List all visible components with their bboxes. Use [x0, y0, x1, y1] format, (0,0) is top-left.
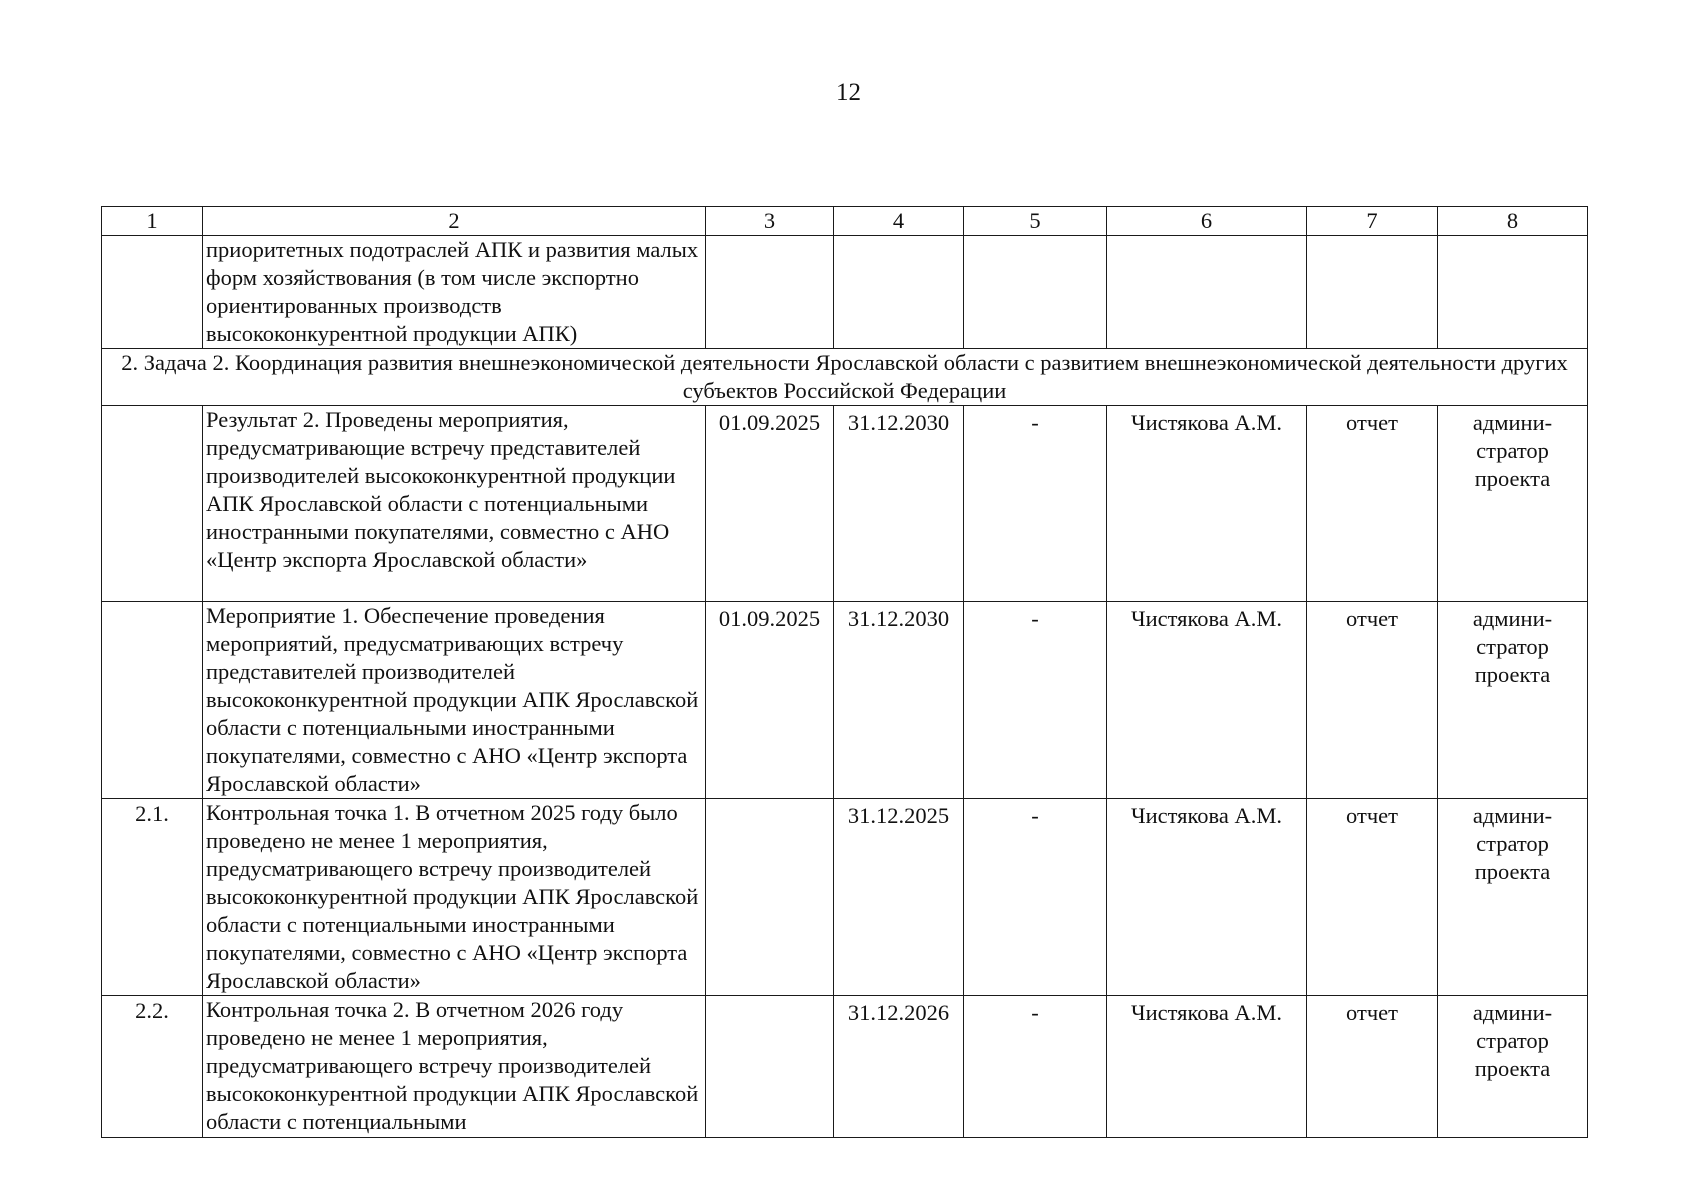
cell-doc: [1307, 236, 1438, 349]
cell-end: 31.12.2025: [834, 799, 964, 996]
cell-col5: [964, 236, 1107, 349]
table-row: [102, 406, 1588, 602]
cell-role: админи-стратор проекта: [1438, 799, 1588, 996]
cell-num: 2.2.: [102, 996, 203, 1138]
column-number-3: 3: [706, 207, 834, 236]
table-row: [102, 602, 1588, 799]
cell-col5: -: [964, 406, 1107, 602]
cell-start: [706, 236, 834, 349]
cell-responsible: [1107, 236, 1307, 349]
column-number-5: 5: [964, 207, 1107, 236]
cell-doc: отчет: [1307, 602, 1438, 799]
cell-start: [706, 799, 834, 996]
cell-role: админи-стратор проекта: [1438, 406, 1588, 602]
cell-end: 31.12.2026: [834, 996, 964, 1138]
cell-end: 31.12.2030: [834, 602, 964, 799]
cell-description: Мероприятие 1. Обеспечение проведения мероприятий, предусматривающих встречу представителей производителей высококонкурентной продукции АПК Ярославской области с потенциальными иностранными покупателями, совместно с АНО «Центр экспорта Ярославской области»: [203, 602, 706, 799]
cell-doc: отчет: [1307, 799, 1438, 996]
column-number-4: 4: [834, 207, 964, 236]
task-heading: 2. Задача 2. Координация развития внешнеэкономической деятельности Ярославской области с развитием внешнеэкономической деятельности других субъектов Российской Федерации: [102, 349, 1588, 406]
column-number-1: 1: [102, 207, 203, 236]
cell-num: [102, 236, 203, 349]
cell-start: 01.09.2025: [706, 602, 834, 799]
cell-end: [834, 236, 964, 349]
cell-num: [102, 406, 203, 602]
cell-col5: -: [964, 602, 1107, 799]
continuation-row: [102, 236, 1588, 349]
cell-role: админи-стратор проекта: [1438, 996, 1588, 1138]
column-number-7: 7: [1307, 207, 1438, 236]
page-number: 12: [836, 79, 861, 106]
cell-col5: -: [964, 799, 1107, 996]
cell-end: 31.12.2030: [834, 406, 964, 602]
table-row: [102, 799, 1588, 996]
cell-start: [706, 996, 834, 1138]
cell-doc: отчет: [1307, 406, 1438, 602]
plan-table: [101, 206, 1588, 1138]
task-row: [102, 349, 1588, 406]
column-number-6: 6: [1107, 207, 1307, 236]
table-row: [102, 996, 1588, 1138]
cell-responsible: Чистякова А.М.: [1107, 996, 1307, 1138]
cell-role: [1438, 236, 1588, 349]
cell-description: Результат 2. Проведены мероприятия, предусматривающие встречу представителей производителей высококонкурентной продукции АПК Ярославской области с потенциальными иностранными покупателями, совместно с АНО «Центр экспорта Ярославской области»: [203, 406, 706, 602]
column-number-2: 2: [203, 207, 706, 236]
cell-responsible: Чистякова А.М.: [1107, 406, 1307, 602]
column-number-row: [102, 207, 1588, 236]
cell-doc: отчет: [1307, 996, 1438, 1138]
cell-description: приоритетных подотраслей АПК и развития малых форм хозяйствования (в том числе экспортно ориентированных производств высококонкурентной продукции АПК): [203, 236, 706, 349]
cell-responsible: Чистякова А.М.: [1107, 799, 1307, 996]
cell-start: 01.09.2025: [706, 406, 834, 602]
cell-description: Контрольная точка 2. В отчетном 2026 году проведено не менее 1 мероприятия, предусматривающего встречу производителей высококонкурентной продукции АПК Ярославской области с потенциальными: [203, 996, 706, 1138]
cell-role: админи-стратор проекта: [1438, 602, 1588, 799]
cell-responsible: Чистякова А.М.: [1107, 602, 1307, 799]
cell-description: Контрольная точка 1. В отчетном 2025 году было проведено не менее 1 мероприятия, предусматривающего встречу производителей высококонкурентной продукции АПК Ярославской области с потенциальными иностранными покупателями, совместно с АНО «Центр экспорта Ярославской области»: [203, 799, 706, 996]
cell-num: 2.1.: [102, 799, 203, 996]
cell-col5: -: [964, 996, 1107, 1138]
column-number-8: 8: [1438, 207, 1588, 236]
cell-num: [102, 602, 203, 799]
